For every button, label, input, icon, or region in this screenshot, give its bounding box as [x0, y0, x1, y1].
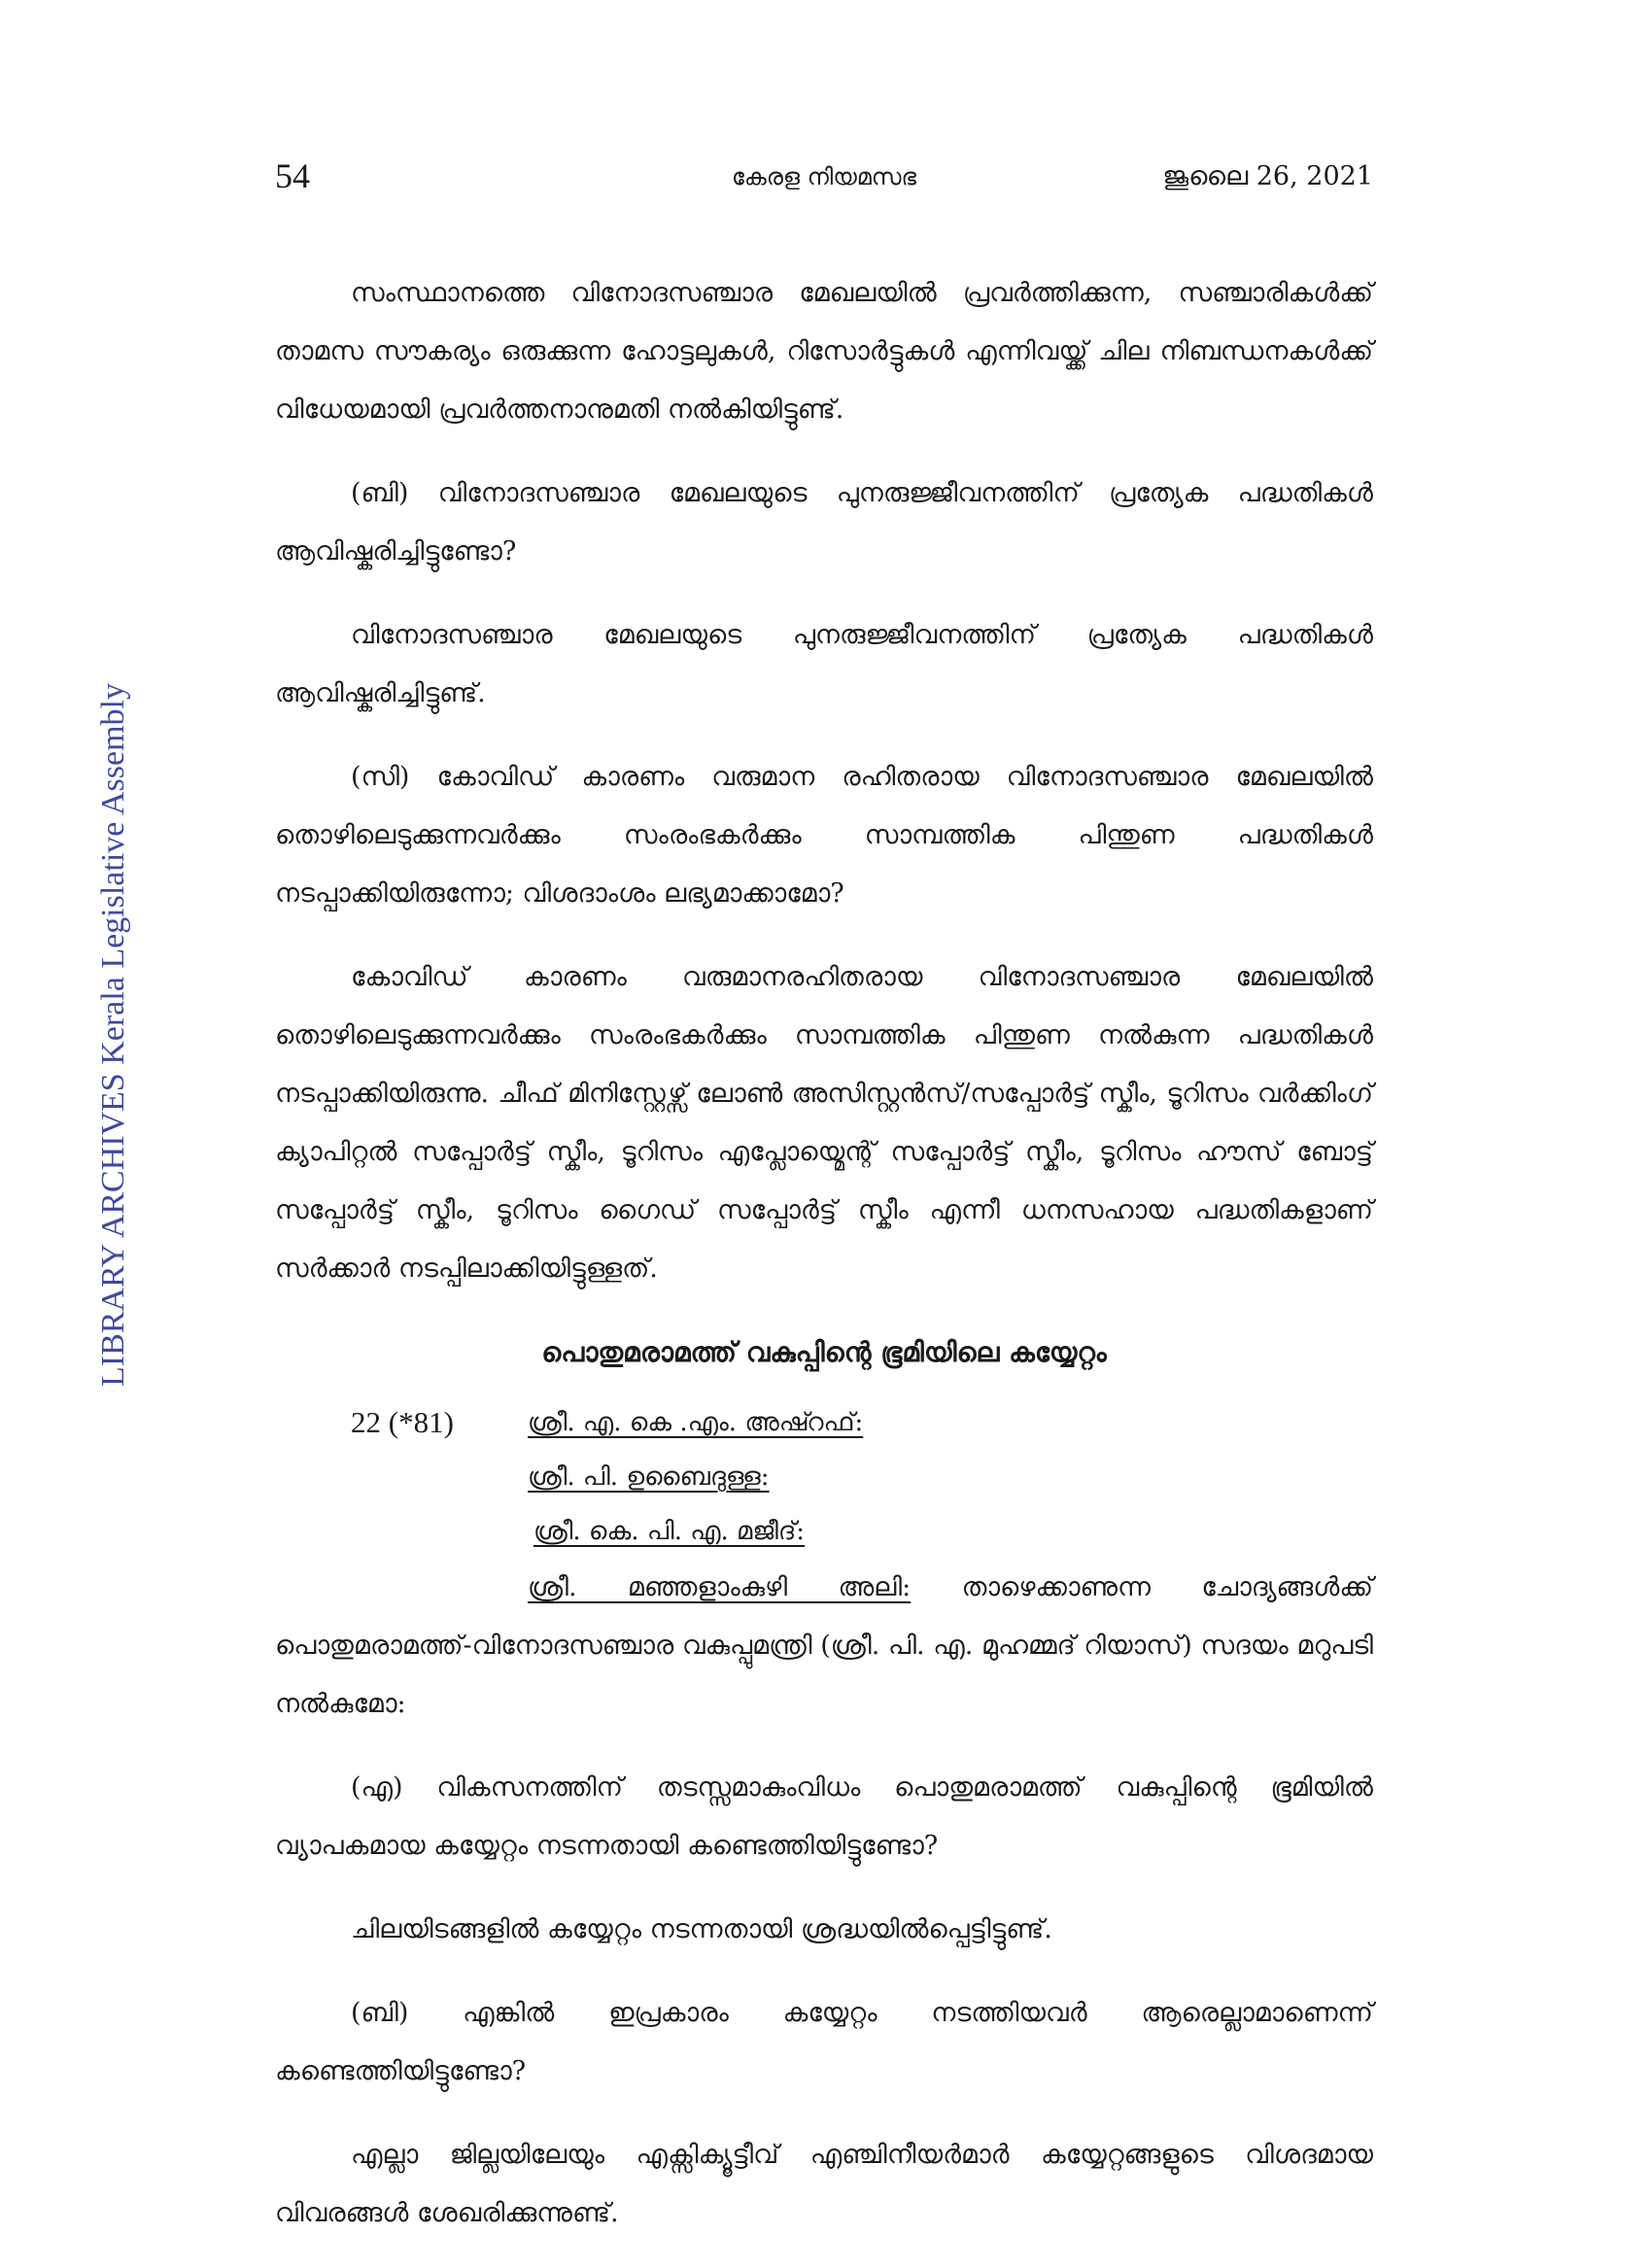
answer-paragraph: സംസ്ഥാനത്തെ വിനോദസഞ്ചാര മേഖലയിൽ പ്രവർത്തിക്കുന്ന, സഞ്ചാരികൾക്ക് താമസ സൗകര്യം ഒരുക്കുന്ന ഹോട്ടലുകൾ, റിസോർട്ടുകൾ എന്നിവയ്ക്ക് ചില നിബന്ധനകൾക്ക് വിധേയമായി പ്രവർത്തനാനുമതി നൽകിയിട്ടുണ്ട്.: [275, 278, 1373, 425]
question-number: 22 (*81): [351, 1405, 454, 1439]
question-b2: (ബി) എങ്കിൽ ഇപ്രകാരം കയ്യേറ്റം നടത്തിയവർ ആരെല്ലാമാണെന്ന് കണ്ടെത്തിയിട്ടുണ്ടോ?: [275, 1998, 1373, 2086]
section-heading: പൊതുമരാമത്ത് വകുപ്പിന്റെ ഭൂമിയിലെ കയ്യേറ്റം: [541, 1336, 1107, 1368]
page-number: 54: [275, 156, 310, 195]
archive-watermark: LIBRARY ARCHIVES Kerala Legislative Assembly: [95, 683, 131, 1388]
running-title: കേരള നിയമസഭ: [731, 163, 917, 190]
member-name: ശ്രീ. പി. ഉബൈദുള്ള:: [528, 1462, 770, 1492]
question-c: (സി) കോവിഡ് കാരണം വരുമാന രഹിതരായ വിനോദസഞ്ചാര മേഖലയിൽ തൊഴിലെടുക്കുന്നവർക്കും സംരംഭകർക്കും സാമ്പത്തിക പിന്തുണ പദ്ധതികൾ നടപ്പാക്കിയിരുന്നോ; വിശദാംശം ലഭ്യമാക്കാമോ?: [275, 762, 1373, 909]
question-a: (എ) വികസനത്തിന് തടസ്സമാകുംവിധം പൊതുമരാമത്ത് വകുപ്പിന്റെ ഭൂമിയിൽ വ്യാപകമായ കയ്യേറ്റം നടന്നതായി കണ്ടെത്തിയിട്ടുണ്ടോ?: [275, 1772, 1373, 1861]
header-date: ജൂലൈ 26, 2021: [1162, 161, 1373, 191]
intro-text: താഴെക്കാണുന്ന ചോദ്യങ്ങൾക്ക് പൊതുമരാമത്ത്-വിനോദസഞ്ചാര വകുപ്പുമന്ത്രി (ശ്രീ. പി. എ. മുഹമ്മദ് റിയാസ്) സദയം മറുപടി നൽകുമോ:: [275, 1572, 1373, 1719]
answer-c: കോവിഡ് കാരണം വരുമാനരഹിതരായ വിനോദസഞ്ചാര മേഖലയിൽ തൊഴിലെടുക്കുന്നവർക്കും സംരംഭകർക്കും സാമ്പത്തിക പിന്തുണ നൽകുന്ന പദ്ധതികൾ നടപ്പാക്കിയിരുന്നു. ചീഫ് മിനിസ്റ്റേഴ്സ് ലോൺ അസിസ്റ്റൻസ്/സപ്പോർട്ട് സ്കീം, ടൂറിസം വർക്കിംഗ് ക്യാപിറ്റൽ സപ്പോർട്ട് സ്കീം, ടൂറിസം എപ്ലോയ്മെന്റ് സപ്പോർട്ട് സ്കീം, ടൂറിസം ഹൗസ് ബോട്ട് സപ്പോർട്ട് സ്കീം, ടൂറിസം ഗൈഡ് സപ്പോർട്ട് സ്കീം എന്നീ ധനസഹായ പദ്ധതികളാണ് സർക്കാർ നടപ്പിലാക്കിയിട്ടുള്ളത്.: [275, 962, 1373, 1284]
question-b: (ബി) വിനോദസഞ്ചാര മേഖലയുടെ പുനരുജ്ജീവനത്തിന് പ്രത്യേക പദ്ധതികൾ ആവിഷ്കരിച്ചിട്ടുണ്ടോ?: [275, 478, 1373, 567]
answer-b2: എല്ലാ ജില്ലയിലേയും എക്സിക്യൂട്ടീവ് എഞ്ചിനീയർമാർ കയ്യേറ്റങ്ങളുടെ വിശദമായ വിവരങ്ങൾ ശേഖരിക്കുന്നുണ്ട്.: [275, 2140, 1373, 2228]
answer-a: ചിലയിടങ്ങളിൽ കയ്യേറ്റം നടന്നതായി ശ്രദ്ധയിൽപ്പെട്ടിട്ടുണ്ട്.: [351, 1914, 1052, 1944]
question-intro: [275, 1559, 1373, 1734]
question-header: [275, 1395, 1373, 1559]
member-name: ശ്രീ. എ. കെ .എം. അഷ്റഫ്:: [528, 1408, 864, 1437]
answer-b: വിനോദസഞ്ചാര മേഖലയുടെ പുനരുജ്ജീവനത്തിന് പ്രത്യേക പദ്ധതികൾ ആവിഷ്കരിച്ചിട്ടുണ്ട്.: [275, 620, 1373, 708]
member-name: ശ്രീ. മഞ്ഞളാംകുഴി അലി:: [528, 1572, 912, 1602]
member-name: ശ്രീ. കെ. പി. എ. മജീദ്:: [533, 1517, 806, 1546]
page-body: [275, 264, 1373, 2268]
page-header: [275, 155, 1373, 198]
